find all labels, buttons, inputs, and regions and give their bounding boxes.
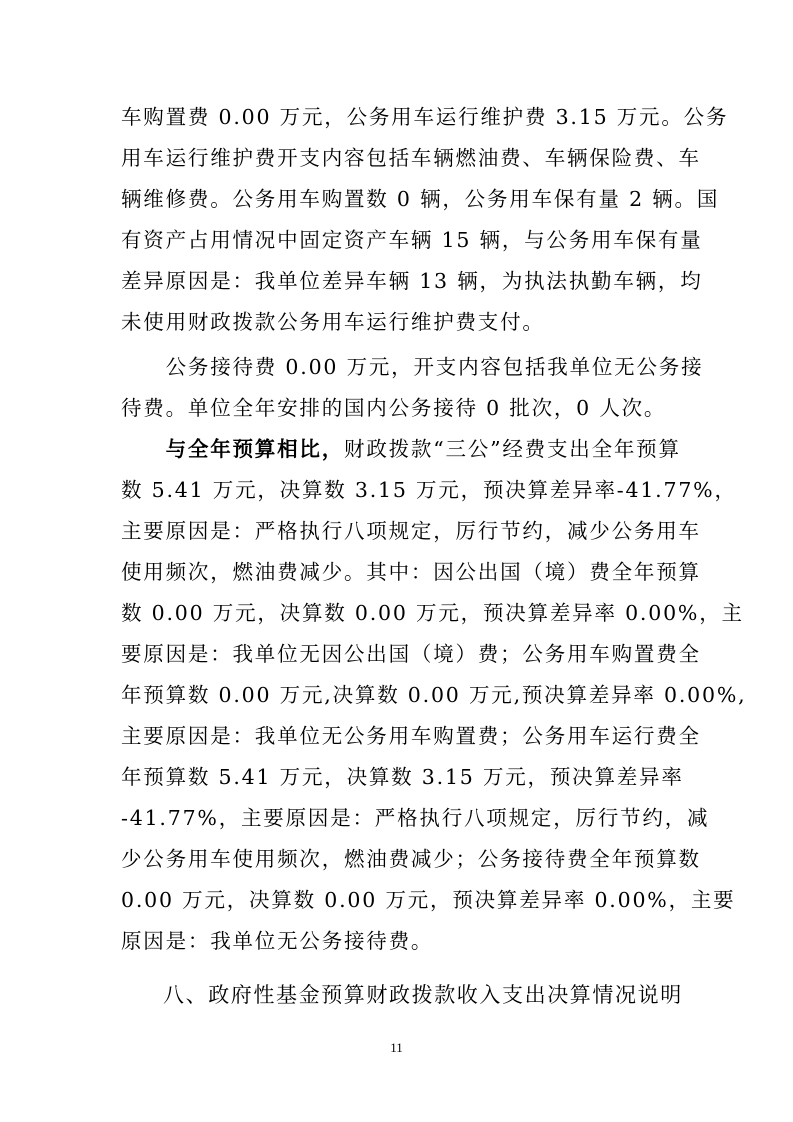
paragraph-budget-comparison [121, 429, 747, 962]
text-line: 数 5.41 万元，决算数 3.15 万元，预决算差异率-41.77%， [121, 478, 737, 502]
text-line: 未使用财政拨款公务用车运行维护费支付。 [121, 310, 545, 334]
text-line: 要原因是：我单位无因公出国（境）费；公务用车购置费全 [121, 642, 701, 666]
text-segment: 财政拨款“三公”经费支出全年预算 [344, 437, 681, 461]
paragraph-vehicle-expenses [121, 97, 729, 343]
text-line [121, 429, 681, 470]
page-number: 11 [390, 1040, 403, 1055]
text-line: 待费。单位全年安排的国内公务接待 0 批次，0 人次。 [121, 396, 667, 420]
text-line: 主要原因是：严格执行八项规定，厉行节约，减少公务用车 [121, 519, 701, 543]
text-line: 用车运行维护费开支内容包括车辆燃油费、车辆保险费、车 [121, 146, 701, 170]
text-line: 差异原因是：我单位差异车辆 13 辆，为执法执勤车辆，均 [121, 269, 703, 293]
text-line: 少公务用车使用频次，燃油费减少；公务接待费全年预算数 [121, 847, 701, 871]
text-line: 年预算数 5.41 万元，决算数 3.15 万元，预决算差异率 [121, 765, 684, 789]
text-line: 年预算数 0.00 万元,决算数 0.00 万元,预决算差异率 0.00%, [121, 683, 747, 707]
text-line: 数 0.00 万元，决算数 0.00 万元，预决算差异率 0.00%，主 [121, 601, 744, 625]
text-line: 辆维修费。公务用车购置数 0 辆，公务用车保有量 2 辆。国 [121, 187, 720, 211]
section-heading: 八、政府性基金预算财政拨款收入支出决算情况说明 [163, 983, 683, 1007]
text-line: 原因是：我单位无公务接待费。 [121, 929, 434, 953]
bold-lead-phrase: 与全年预算相比， [165, 437, 345, 461]
text-line: 使用频次，燃油费减少。其中：因公出国（境）费全年预算 [121, 560, 701, 584]
paragraph-reception-expenses [121, 347, 704, 429]
text-line: -41.77%，主要原因是：严格执行八项规定，厉行节约，减 [121, 806, 710, 830]
text-line: 公务接待费 0.00 万元，开支内容包括我单位无公务接 [121, 355, 704, 379]
text-line: 0.00 万元，决算数 0.00 万元，预决算差异率 0.00%，主要 [121, 888, 736, 912]
text-line: 车购置费 0.00 万元，公务用车运行维护费 3.15 万元。公务 [121, 105, 729, 129]
text-line: 主要原因是：我单位无公务用车购置费；公务用车运行费全 [121, 724, 701, 748]
text-line: 有资产占用情况中固定资产车辆 15 辆，与公务用车保有量 [121, 228, 703, 252]
